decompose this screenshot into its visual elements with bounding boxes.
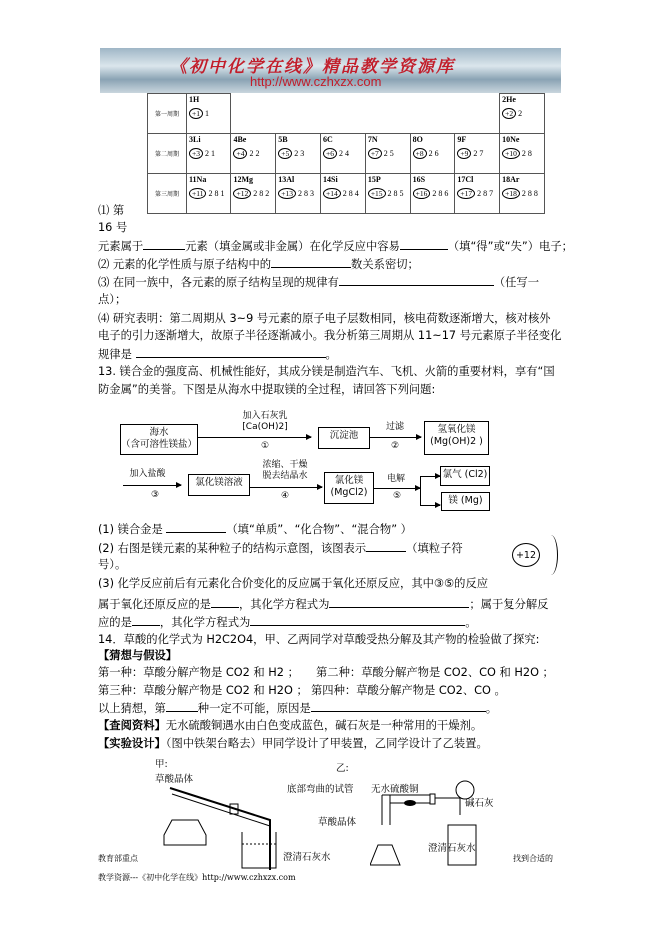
electron-shells: 2 2: [249, 149, 260, 158]
period-label: 第二周期: [148, 134, 187, 174]
element-cell: [187, 134, 231, 174]
q13-line2: 防金属”的美誉。下图是从海水中提取镁的全过程，请回答下列问题:: [98, 383, 436, 396]
step4-label: 浓缩、干燥: [262, 460, 308, 470]
electron-shells: 2 8: [521, 149, 532, 158]
nucleus: +10: [502, 148, 520, 159]
electron-shells: 2 1: [204, 149, 215, 158]
step2-number: ②: [390, 441, 400, 451]
element-symbol: 12Mg: [233, 175, 254, 184]
guess-3: 第三种：草酸分解产物是 CO2 和 H2O ；: [98, 684, 308, 697]
q13-answer3c: 应的是 ，其化学方程式为 。: [98, 616, 477, 629]
element-cell: 2He +2 2: [500, 94, 545, 134]
element-symbol: 15P: [367, 175, 381, 184]
guess-4: 第四种：草酸分解产物是 CO2、CO 。: [311, 684, 506, 697]
answer-blank[interactable]: [329, 596, 469, 608]
arrow: [198, 437, 311, 438]
arrow: [123, 485, 181, 486]
element-symbol: 8O: [412, 135, 423, 144]
q12-line1: ⑴ 第: [98, 204, 125, 217]
q12-line5: ⑶ 在同一族中，各元素的原子结构呈现的规律有 （任写一: [98, 276, 540, 289]
yi-tube-label: 底部弯曲的试管: [287, 784, 354, 795]
answer-blank[interactable]: [136, 346, 326, 358]
step2-label: 过滤: [385, 422, 404, 432]
element-symbol: 3Li: [189, 135, 201, 144]
arrow: [370, 437, 421, 438]
electron-shells: 2 8 6: [432, 189, 449, 198]
seawater-box: 海水 （含可溶性镁盐）: [120, 424, 198, 455]
step3-label: 加入盐酸: [129, 469, 166, 479]
element-symbol: 9F: [457, 135, 467, 144]
electron-shells: 2 7: [473, 149, 484, 158]
step1-label: 加入石灰乳: [242, 411, 288, 421]
nucleus: +18: [502, 188, 520, 199]
answer-blank[interactable]: [211, 596, 239, 608]
nucleus: +17: [457, 188, 475, 199]
q12-line7: ⑷ 研究表明：第二周期从 3~9 号元素的原子电子层数相同，核电荷数逐渐增大，核对核外: [98, 312, 551, 325]
element-cell: [455, 134, 500, 174]
answer-blank[interactable]: [311, 700, 486, 712]
nucleus: +15: [368, 188, 386, 199]
element-cell: 1H +1 1: [187, 94, 231, 134]
yi-sodalime-label: 碱石灰: [465, 798, 494, 809]
q12-line4: ⑵ 元素的化学性质与原子结构中的 数关系密切；: [98, 258, 419, 271]
site-banner: [100, 48, 561, 93]
element-cell: [321, 134, 366, 174]
footer-left: 教育部重点: [98, 854, 138, 863]
nucleus: +13: [278, 188, 296, 199]
step5-number: ⑤: [392, 491, 402, 501]
nucleus: +6: [323, 148, 337, 159]
electron-shells: 2 8 1: [208, 189, 225, 198]
period-label: 第三周期: [148, 174, 187, 214]
guess-conclusion: 以上猜想，第 种一定不可能，原因是 。: [98, 702, 498, 715]
step5-label: 电解: [386, 474, 405, 484]
element-symbol: 13Al: [278, 175, 295, 184]
element-cell: [231, 134, 276, 174]
answer-blank[interactable]: [400, 238, 448, 250]
electron-shells: 2 5: [383, 149, 394, 158]
q13-answer1: (1) 镁合金是 （填“单质”、“化合物”、“混合物” ）: [98, 523, 412, 536]
beaker-icon: [240, 830, 280, 870]
electron-shells: 2 8 7: [477, 189, 494, 198]
electron-shells: 2 8 2: [253, 189, 270, 198]
q12-line3: 元素属于 元素（填金属或非金属）在化学反应中容易 （填“得”或“失”）电子；: [98, 240, 573, 253]
step3-number: ③: [150, 490, 160, 500]
element-cell: [276, 174, 321, 214]
tank-box: 沉淀池: [318, 427, 370, 449]
nucleus: +4: [233, 148, 247, 159]
yi-label: 乙:: [336, 763, 349, 774]
arrow: [374, 488, 420, 489]
nucleus: +12: [233, 188, 251, 199]
footer-right: 找到合适的: [513, 854, 553, 863]
q13-answer3: (3) 化学反应前后有元素化合价变化的反应属于氧化还原反应，其中③⑤的反应: [98, 577, 489, 590]
element-cell: [410, 134, 455, 174]
element-symbol: 17Cl: [457, 175, 474, 184]
answer-blank[interactable]: [339, 274, 494, 286]
nucleus: +3: [189, 148, 203, 159]
periodic-table: [147, 93, 545, 214]
element-symbol: 11Na: [189, 175, 207, 184]
nucleus: +9: [457, 148, 471, 159]
q13-answer3b: 属于氧化还原反应的是 ，其化学方程式为 ；属于复分解反: [98, 598, 549, 611]
banner-url[interactable]: http://www.czhxzx.com: [250, 74, 382, 89]
element-cell: [365, 134, 410, 174]
jia-limewater-label: 澄清石灰水: [283, 852, 331, 863]
answer-blank[interactable]: [271, 256, 351, 268]
q12-line8: 电子的引力逐渐增大，故原子半径逐渐减小。我分析第三周期从 11~17 号元素原子半径变化: [98, 329, 562, 342]
guess-1: 第一种：草酸分解产物是 CO2 和 H2 ；: [98, 666, 299, 679]
design-line: 【实验设计】（图中铁架台略去）甲同学设计了甲装置，乙同学设计了乙装置。: [98, 737, 488, 750]
nucleus: +5: [278, 148, 292, 159]
element-cell: [365, 174, 410, 214]
q13-line1: 13. 镁合金的强度高、机械性能好，其成分镁是制造汽车、飞机、火箭的重要材料，享有“国: [98, 365, 555, 378]
element-cell: [410, 174, 455, 214]
yi-apparatus-drawing: [370, 770, 480, 870]
jia-label: 甲:: [155, 759, 168, 770]
element-cell: [500, 174, 545, 214]
element-cell: [455, 174, 500, 214]
element-cell: [187, 174, 231, 214]
nucleus: +7: [368, 148, 382, 159]
q14-line1: 14．草酸的化学式为 H2C2O4，甲、乙两同学对草酸受热分解及其产物的检验做了探究:: [98, 633, 540, 646]
electron-shells: 2 8 8: [521, 189, 538, 198]
reference-line: 【查阅资料】无水硫酸铜遇水由白色变成蓝色，碱石灰是一种常用的干燥剂。: [98, 719, 483, 732]
electron-shell-arc: [544, 535, 558, 575]
jia-crystal-label: 草酸晶体: [155, 774, 194, 785]
element-cell: [231, 174, 276, 214]
element-symbol: 5B: [278, 135, 288, 144]
arrow: [250, 487, 322, 488]
cl2-box: 氯气 (Cl2): [440, 466, 490, 486]
mgoh2-box: 氢氧化镁 (Mg(OH)2 ): [424, 421, 489, 455]
mgcl2-box: 氯化镁 (MgCl2): [324, 472, 374, 504]
mgcl2-solution-box: 氯化镁溶液: [188, 474, 250, 496]
yi-cuso4-label: 无水硫酸铜: [371, 784, 419, 795]
yi-crystal-label: 草酸晶体: [318, 817, 357, 828]
period-label: 第一周期: [148, 94, 187, 134]
arrow: [420, 505, 440, 506]
step4-label2: 脱去结晶水: [262, 471, 308, 481]
nucleus: +16: [413, 188, 431, 199]
element-symbol: 10Ne: [502, 135, 520, 144]
nucleus: +14: [323, 188, 341, 199]
banner-title: 《初中化学在线》精品教学资源库: [170, 57, 455, 77]
element-symbol: 6C: [323, 135, 333, 144]
yi-limewater-label: 澄清石灰水: [428, 843, 476, 854]
element-symbol: 7N: [367, 135, 378, 144]
electron-shells: 2 4: [339, 149, 350, 158]
element-symbol: 4Be: [233, 135, 247, 144]
mg-box: 镁 (Mg): [441, 492, 490, 511]
q12-line6: 点）；: [98, 293, 127, 306]
element-cell: [321, 174, 366, 214]
element-symbol: 14Si: [323, 175, 338, 184]
guess-heading: 【猜想与假设】: [98, 649, 178, 662]
electron-shells: 2 8 4: [342, 189, 359, 198]
answer-blank[interactable]: [366, 540, 406, 552]
element-cell: [276, 134, 321, 174]
step4-number: ④: [280, 491, 290, 501]
electron-shells: 2 8 5: [387, 189, 404, 198]
electron-shells: 2 6: [428, 149, 439, 158]
element-symbol: 16S: [412, 175, 426, 184]
element-cell: [500, 134, 545, 174]
electron-shells: 2 8 3: [297, 189, 314, 198]
answer-blank[interactable]: [166, 700, 198, 712]
electron-shells: 2 3: [294, 149, 305, 158]
answer-blank[interactable]: [143, 238, 185, 250]
answer-blank[interactable]: [166, 521, 226, 533]
nucleus: +8: [413, 148, 427, 159]
element-symbol: 18Ar: [502, 175, 520, 184]
q13-answer2b: 号）。: [98, 558, 127, 571]
arrow: [420, 476, 440, 477]
answer-blank[interactable]: [250, 614, 465, 626]
nucleus: +11: [189, 188, 206, 199]
q12-line2: 16 号: [98, 221, 128, 234]
answer-blank[interactable]: [132, 614, 160, 626]
step1-number: ①: [260, 441, 270, 451]
guess-2: 第二种：草酸分解产物是 CO2、CO 和 H2O ；: [316, 666, 554, 679]
mg-ion-diagram: +12: [512, 543, 540, 567]
q13-answer2: (2) 右图是镁元素的某种粒子的结构示意图，该图表示 （填粒子符: [98, 542, 463, 555]
q12-line9: 规律是 。: [98, 348, 337, 361]
footer-source: 教学资源---《初中化学在线》http://www.czhxzx.com: [98, 873, 296, 882]
step1-formula: [Ca(OH)2]: [242, 422, 288, 432]
